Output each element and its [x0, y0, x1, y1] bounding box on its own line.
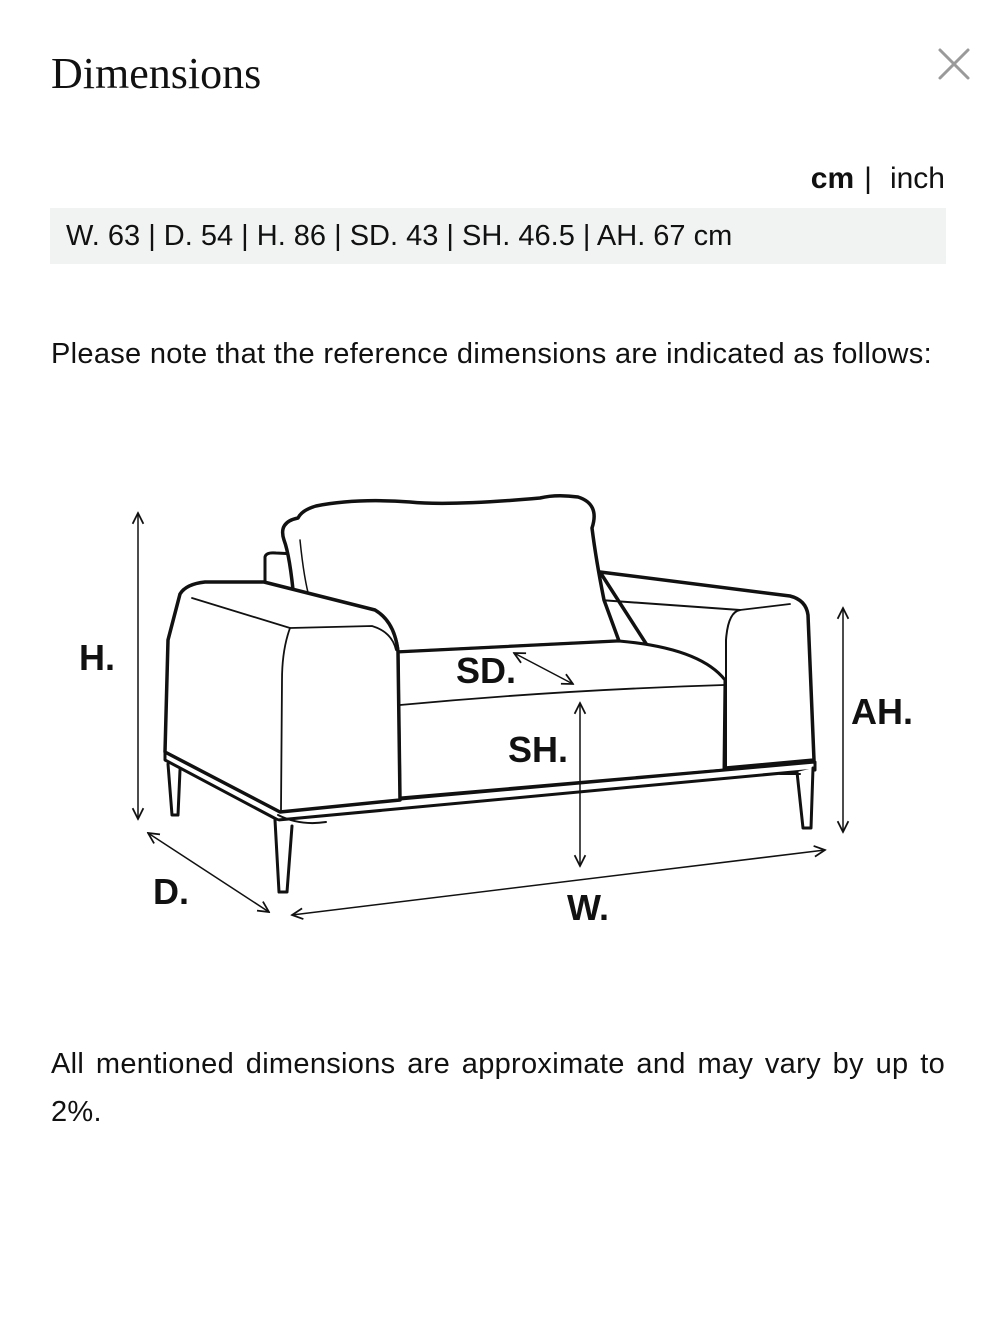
approximation-note: All mentioned dimensions are approximate and may vary by up to 2%. — [51, 1048, 945, 1128]
label-height: H. — [79, 637, 115, 678]
label-width: W. — [567, 887, 609, 928]
unit-option-cm[interactable]: cm — [810, 162, 855, 195]
armchair-dimension-diagram-icon — [60, 480, 940, 940]
label-seat-depth: SD. — [456, 650, 517, 691]
label-arm-height: AH. — [851, 691, 913, 732]
label-seat-height: SH. — [508, 729, 569, 770]
label-depth: D. — [153, 871, 189, 912]
dimensions-summary-text: W. 63 | D. 54 | H. 86 | SD. 43 | SH. 46.5 | AH. 67 cm — [66, 219, 733, 252]
close-button[interactable] — [936, 46, 972, 82]
dialog-title: Dimensions — [51, 49, 262, 98]
close-icon — [936, 46, 972, 82]
unit-toggle — [811, 160, 945, 198]
dimensions-summary-bar — [50, 208, 946, 264]
unit-separator: | — [864, 162, 872, 195]
armchair-diagram — [60, 480, 940, 940]
unit-option-inch[interactable]: inch — [889, 162, 945, 195]
reference-note: Please note that the reference dimensions are indicated as follows: — [51, 338, 932, 370]
